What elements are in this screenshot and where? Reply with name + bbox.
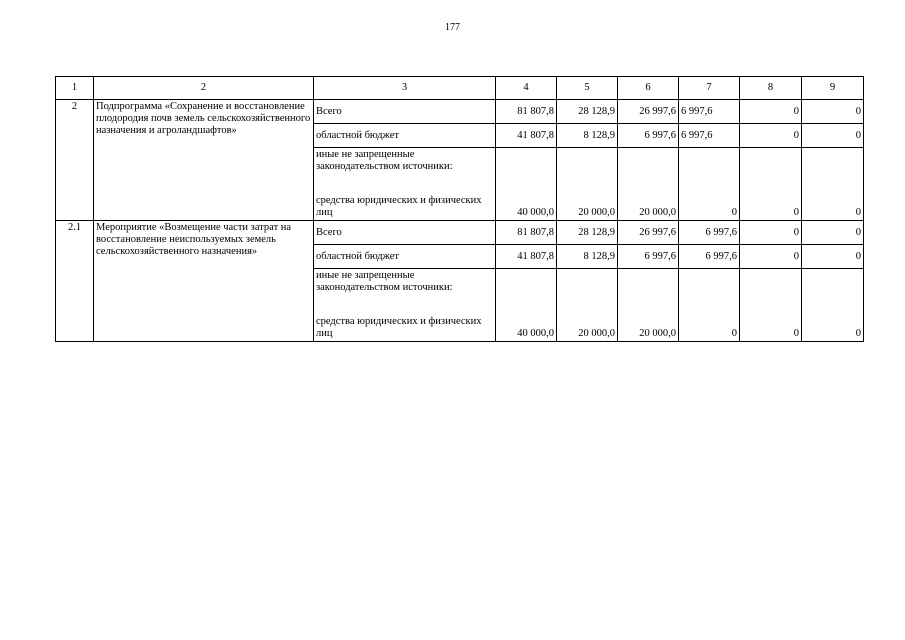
value-cell: 8 128,9 <box>557 245 618 269</box>
header-row <box>56 77 864 100</box>
value-cell <box>679 269 740 316</box>
value-cell: 81 807,8 <box>496 221 557 245</box>
value-cell <box>679 148 740 195</box>
value-cell <box>557 269 618 316</box>
value-cell: 0 <box>802 221 864 245</box>
funding-source: областной бюджет <box>314 124 496 148</box>
item-number: 2 <box>56 100 94 221</box>
value-cell: 0 <box>802 315 864 342</box>
value-cell: 0 <box>740 221 802 245</box>
value-cell <box>802 148 864 195</box>
value-cell: 0 <box>802 124 864 148</box>
funding-source: Всего <box>314 221 496 245</box>
value-cell: 0 <box>802 100 864 124</box>
value-cell: 40 000,0 <box>496 315 557 342</box>
header-cell: 1 <box>56 77 94 100</box>
value-cell: 6 997,6 <box>679 100 740 124</box>
header-cell: 8 <box>740 77 802 100</box>
value-cell: 0 <box>802 194 864 221</box>
value-cell: 0 <box>740 194 802 221</box>
value-cell: 6 997,6 <box>618 124 679 148</box>
value-cell: 6 997,6 <box>679 221 740 245</box>
item-number: 2.1 <box>56 221 94 342</box>
value-cell <box>740 269 802 316</box>
value-cell: 0 <box>740 245 802 269</box>
value-cell: 28 128,9 <box>557 100 618 124</box>
value-cell: 8 128,9 <box>557 124 618 148</box>
value-cell: 41 807,8 <box>496 245 557 269</box>
value-cell: 20 000,0 <box>557 194 618 221</box>
value-cell: 6 997,6 <box>679 124 740 148</box>
value-cell: 6 997,6 <box>679 245 740 269</box>
funding-source: Всего <box>314 100 496 124</box>
value-cell <box>496 148 557 195</box>
funding-table <box>55 76 864 342</box>
header-cell: 4 <box>496 77 557 100</box>
funding-source: иные не запрещенные законодательством источники: <box>314 269 496 316</box>
item-name: Мероприятие «Возмещение части затрат на восстановление неиспользуемых земель сельскохозяйственного назначения» <box>94 221 314 342</box>
value-cell: 28 128,9 <box>557 221 618 245</box>
value-cell: 20 000,0 <box>618 194 679 221</box>
value-cell: 81 807,8 <box>496 100 557 124</box>
value-cell <box>802 269 864 316</box>
value-cell: 20 000,0 <box>557 315 618 342</box>
value-cell: 20 000,0 <box>618 315 679 342</box>
page-number: 177 <box>445 22 460 33</box>
header-cell: 2 <box>94 77 314 100</box>
value-cell: 0 <box>740 315 802 342</box>
header-cell: 7 <box>679 77 740 100</box>
funding-source: иные не запрещенные законодательством источники: <box>314 148 496 195</box>
value-cell: 41 807,8 <box>496 124 557 148</box>
table-row <box>56 100 864 124</box>
value-cell <box>496 269 557 316</box>
value-cell <box>740 148 802 195</box>
header-cell: 6 <box>618 77 679 100</box>
item-name: Подпрограмма «Сохранение и восстановление плодородия почв земель сельскохозяйственного назначения и агроландшафтов» <box>94 100 314 221</box>
header-cell: 5 <box>557 77 618 100</box>
value-cell: 0 <box>802 245 864 269</box>
funding-source: средства юридических и физических лиц <box>314 194 496 221</box>
table-row <box>56 221 864 245</box>
value-cell <box>557 148 618 195</box>
value-cell: 0 <box>679 315 740 342</box>
header-cell: 3 <box>314 77 496 100</box>
value-cell: 26 997,6 <box>618 221 679 245</box>
value-cell: 0 <box>679 194 740 221</box>
header-cell: 9 <box>802 77 864 100</box>
value-cell: 0 <box>740 124 802 148</box>
value-cell: 26 997,6 <box>618 100 679 124</box>
value-cell <box>618 148 679 195</box>
funding-source: средства юридических и физических лиц <box>314 315 496 342</box>
funding-source: областной бюджет <box>314 245 496 269</box>
value-cell <box>618 269 679 316</box>
value-cell: 6 997,6 <box>618 245 679 269</box>
value-cell: 40 000,0 <box>496 194 557 221</box>
value-cell: 0 <box>740 100 802 124</box>
